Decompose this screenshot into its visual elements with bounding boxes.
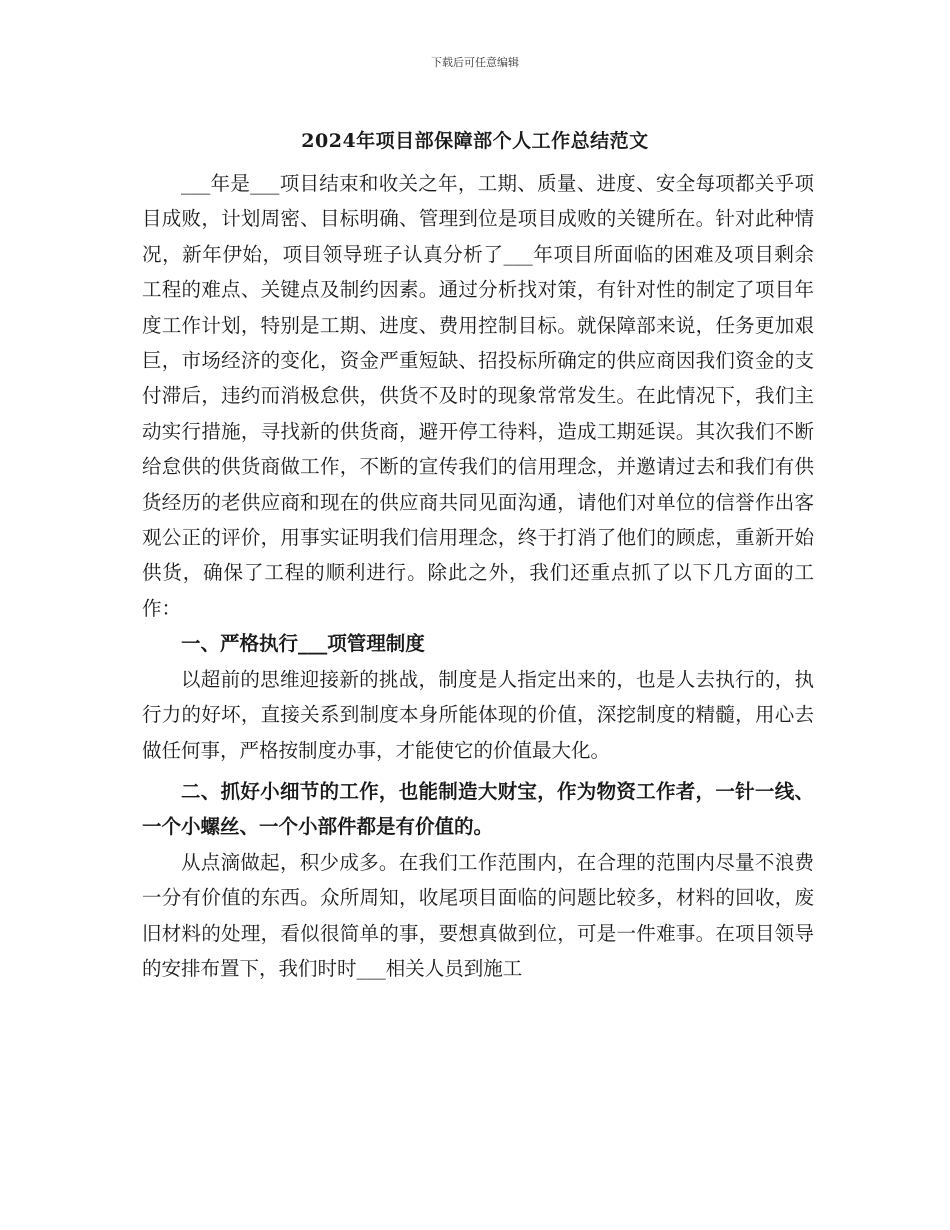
document-body [142, 166, 814, 986]
section-heading-1: 一、严格执行___项管理制度 [181, 632, 425, 656]
paragraph-section-1: 以超前的思维迎接新的挑战，制度是人指定出来的，也是人去执行的，执行力的好坏，直接关系到制度本身所能体现的价值，深挖制度的精髓，用心去做任何事，严格按制度办事，才能使它的价值最大化。 [142, 667, 814, 762]
paragraph-section-2: 从点滴做起，积少成多。在我们工作范围内，在合理的范围内尽量不浪费一分有价值的东西。众所周知，收尾项目面临的问题比较多，材料的回收，废旧材料的处理，看似很简单的事，要想真做到位，可是一件难事。在项目领导的安排布置下，我们时时___相关人员到施工 [142, 850, 814, 980]
header-note: 下载后可任意编辑 [431, 56, 519, 69]
document-title: 2024年项目部保障部个人工作总结范文 [301, 130, 649, 152]
paragraph-intro: ___年是___项目结束和收关之年，工期、质量、进度、安全每项都关乎项目成败，计划周密、目标明确、管理到位是项目成败的关键所在。针对此种情况，新年伊始，项目领导班子认真分析了___年项目所面临的困难及项目剩余工程的难点、关键点及制约因素。通过分析找对策，有针对性的制定了项目年度工作计划，特别是工期、进度、费用控制目标。就保障部来说，任务更加艰巨，市场经济的变化，资金严重短缺、招投标所确定的供应商因我们资金的支付滞后，违约而消极怠供，供货不及时的现象常常发生。在此情况下，我们主动实行措施，寻找新的供货商，避开停工待料，造成工期延误。其次我们不断给怠供的供货商做工作，不断的宣传我们的信用理念，并邀请过去和我们有供货经历的老供应商和现在的供应商共同见面沟通，请他们对单位的信誉作出客观公正的评价，用事实证明我们信用理念，终于打消了他们的顾虑，重新开始供货，确保了工程的顺利进行。除此之外，我们还重点抓了以下几方面的工作： [142, 172, 814, 620]
section-heading-2: 二、抓好小细节的工作，也能制造大财宝，作为物资工作者，一针一线、一个小螺丝、一个小部件都是有价值的。 [142, 779, 814, 839]
